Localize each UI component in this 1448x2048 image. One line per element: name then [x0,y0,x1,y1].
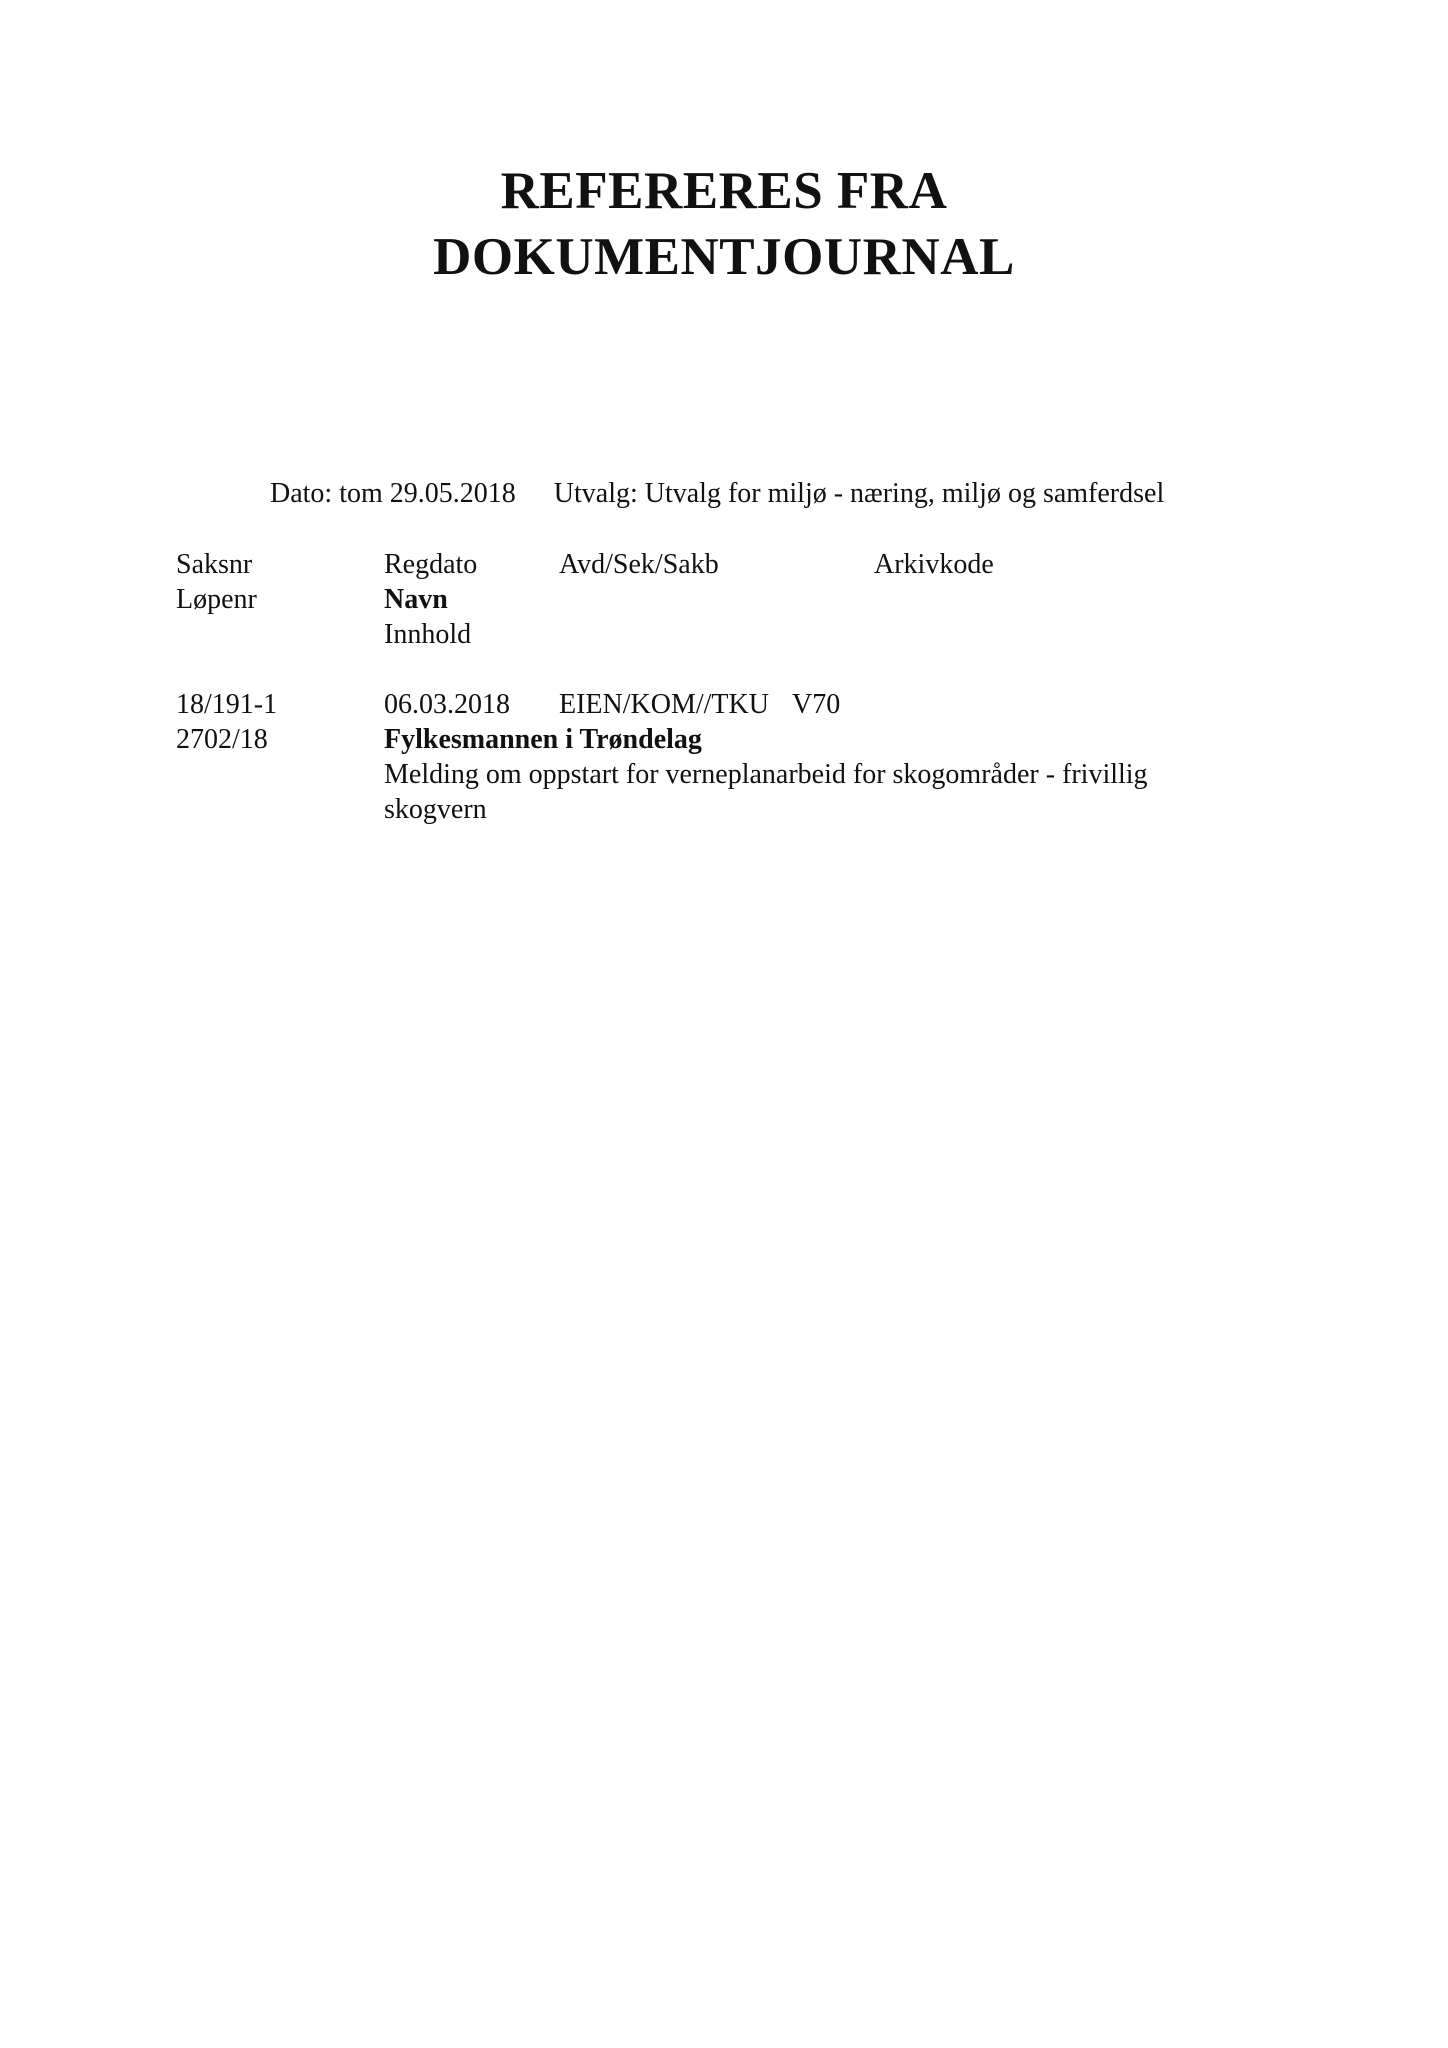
header-innhold: Innhold [384,619,472,650]
meta-line [270,476,1164,512]
entry-regdato: 06.03.2018 [384,689,510,720]
entry-navn: Fylkesmannen i Trøndelag [384,724,702,755]
utvalg-text: Utvalg: Utvalg for miljø - næring, miljø og samferdsel [553,478,1165,509]
entry-lopenr: 2702/18 [176,724,268,755]
entry-innhold: Melding om oppstart for verneplanarbeid for skogområder - frivillig skogvern [384,759,1148,825]
entry-avd: EIEN/KOM//TKU [559,689,769,720]
header-arkivkode: Arkivkode [874,549,994,580]
header-regdato: Regdato [384,549,478,580]
header-avd: Avd/Sek/Sakb [559,549,719,580]
entry-saksnr: 18/191-1 [176,689,278,720]
title-line-2: DOKUMENTJOURNAL [433,228,1015,286]
title-line-1: REFERERES FRA [500,162,948,220]
header-navn: Navn [384,584,448,615]
entry-arkivkode: V70 [792,689,841,720]
header-lopenr: Løpenr [176,584,257,615]
document-title [0,158,1448,290]
dato-text: Dato: tom 29.05.2018 [270,478,516,509]
header-saksnr: Saksnr [176,549,253,580]
